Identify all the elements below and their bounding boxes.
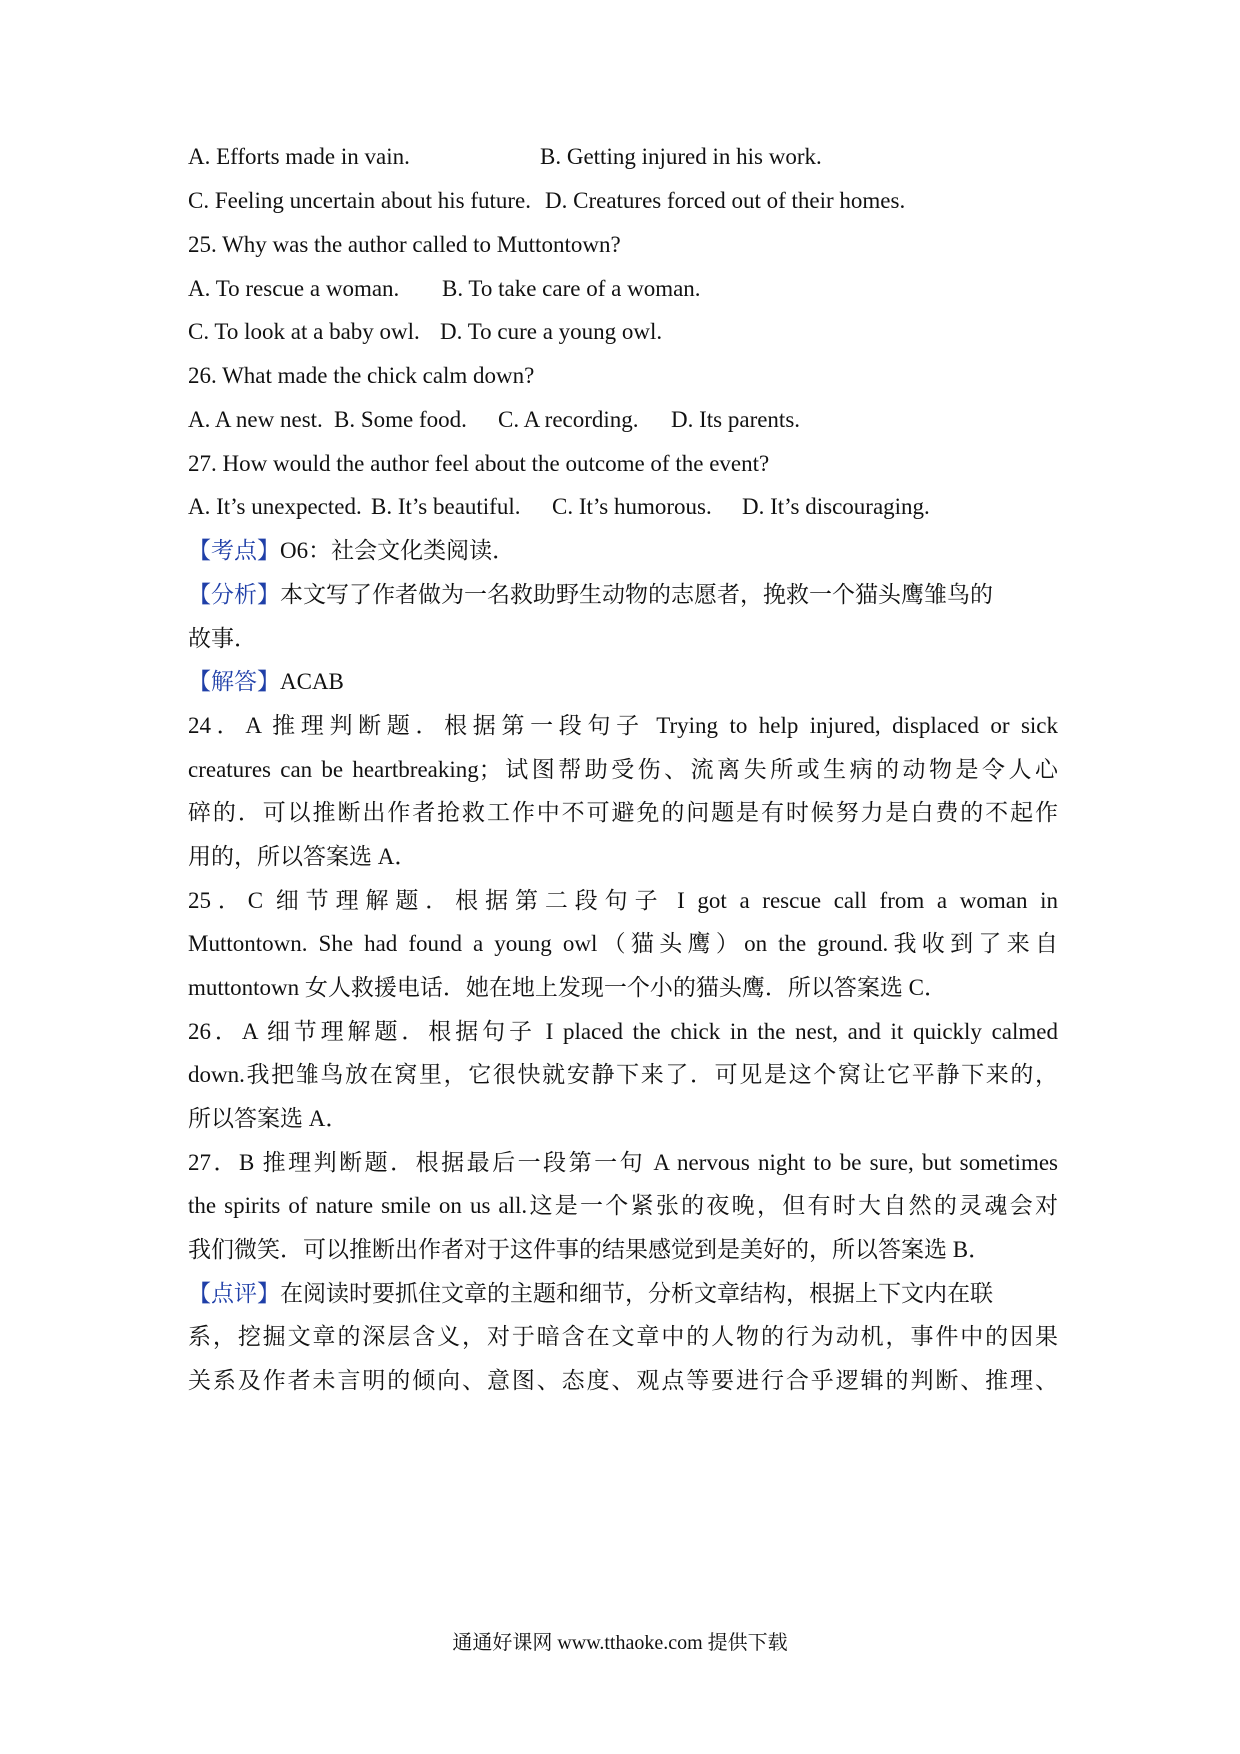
exp25-line-1: 25．C 细节理解题．根据第二段句子 I got a rescue call from a woman in — [188, 888, 1058, 913]
exp25-line-2: Muttontown. She had found a young owl（猫头鹰）on the ground.我收到了来自 — [188, 931, 1058, 956]
fenxi-text-1: 本文写了作者做为一名救助野生动物的志愿者，挽救一个猫头鹰雏鸟的 — [280, 582, 993, 607]
q24-option-a: A. Efforts made in vain. — [188, 144, 410, 169]
q26-option-d: D. Its parents. — [671, 407, 801, 432]
exp27-line-3: 我们微笑．可以推断出作者对于这件事的结果感觉到是美好的，所以答案选 B． — [188, 1237, 992, 1262]
exp26-line-1: 26．A 细节理解题．根据句子 I placed the chick in the nest, and it quickly calmed — [188, 1019, 1058, 1044]
jieda-tag: 【解答】 — [188, 669, 280, 694]
jieda-line — [188, 667, 1058, 697]
q25-question: 25. Why was the author called to Muttontown? — [188, 232, 621, 257]
jieda-answers: ACAB — [280, 669, 344, 694]
exp24-line-3: 碎的．可以推断出作者抢救工作中不可避免的问题是有时候努力是白费的不起作 — [188, 800, 1058, 825]
exp24-line-1: 24．A 推理判断题．根据第一段句子 Trying to help injured, displaced or sick — [188, 713, 1058, 738]
q26-option-c: C. A recording. — [498, 407, 639, 432]
q24-option-c: C. Feeling uncertain about his future. — [188, 188, 532, 213]
q25-option-d: D. To cure a young owl. — [440, 319, 663, 344]
q27-option-d: D. It’s discouraging. — [742, 494, 930, 519]
exp24-line-2: creatures can be heartbreaking；试图帮助受伤、流离失所或生病的动物是令人心 — [188, 757, 1058, 782]
fenxi-line-1 — [188, 580, 1058, 610]
q26-question: 26. What made the chick calm down? — [188, 363, 535, 388]
q25-option-c: C. To look at a baby owl. — [188, 319, 420, 344]
q26-option-b: B. Some food. — [334, 407, 467, 432]
fenxi-tag: 【分析】 — [188, 582, 280, 607]
exp25-line-3: muttontown 女人救援电话．她在地上发现一个小的猫头鹰．所以答案选 C． — [188, 975, 948, 1000]
q24-option-d: D. Creatures forced out of their homes. — [545, 188, 906, 213]
q27-question: 27. How would the author feel about the outcome of the event? — [188, 451, 770, 476]
q25-option-a: A. To rescue a woman. — [188, 276, 400, 301]
dianping-line-1 — [188, 1279, 1058, 1309]
dianping-text-1: 在阅读时要抓住文章的主题和细节，分析文章结构，根据上下文内在联 — [280, 1281, 993, 1306]
exp27-line-2: the spirits of nature smile on us all.这是一个紧张的夜晚，但有时大自然的灵魂会对 — [188, 1193, 1058, 1218]
q24-option-b: B. Getting injured in his work. — [540, 144, 822, 169]
q26-option-a: A. A new nest. — [188, 407, 323, 432]
dianping-line-2: 系，挖掘文章的深层含义，对于暗含在文章中的人物的行为动机，事件中的因果 — [188, 1324, 1058, 1349]
exp24-line-4: 用的，所以答案选 A． — [188, 844, 418, 869]
kaodian-text: O6：社会文化类阅读． — [280, 538, 516, 563]
q27-option-a: A. It’s unexpected. — [188, 494, 362, 519]
q27-option-b: B. It’s beautiful. — [371, 494, 521, 519]
kaodian-tag: 【考点】 — [188, 538, 280, 563]
page-footer: 通通好课网 www.tthaoke.com 提供下载 — [452, 1632, 788, 1654]
kaodian-line — [188, 536, 1058, 566]
q25-option-b: B. To take care of a woman. — [442, 276, 701, 301]
exp26-line-2: down.我把雏鸟放在窝里，它很快就安静下来了．可见是这个窝让它平静下来的， — [188, 1062, 1058, 1087]
q27-option-c: C. It’s humorous. — [552, 494, 712, 519]
exp26-line-3: 所以答案选 A． — [188, 1106, 349, 1131]
dianping-line-3: 关系及作者未言明的倾向、意图、态度、观点等要进行合乎逻辑的判断、推理、 — [188, 1368, 1058, 1393]
fenxi-line-2: 故事． — [188, 626, 257, 651]
exp27-line-1: 27．B 推理判断题．根据最后一段第一句 A nervous night to be sure, but sometimes — [188, 1150, 1058, 1175]
dianping-tag: 【点评】 — [188, 1281, 280, 1306]
